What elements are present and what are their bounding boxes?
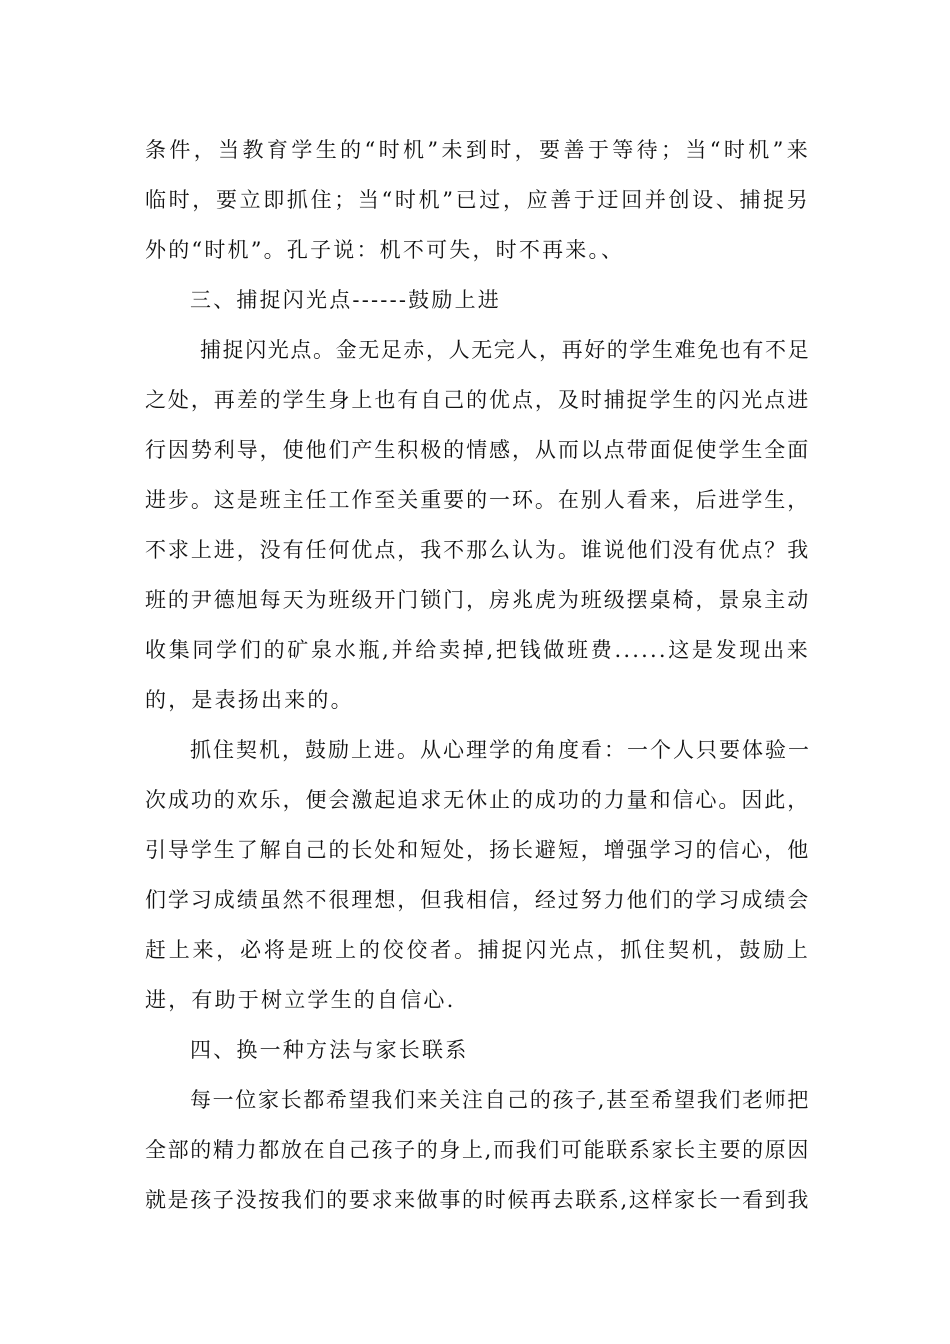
text-line: 行因势利导，使他们产生积极的情感，从而以点带面促使学生全面 — [145, 438, 810, 462]
text-line: 们学习成绩虽然不很理想，但我相信，经过努力他们的学习成绩会 — [145, 888, 810, 912]
text-line: 就是孩子没按我们的要求来做事的时候再去联系,这样家长一看到我 — [145, 1188, 810, 1212]
text-line: 收集同学们的矿泉水瓶,并给卖掉,把钱做班费......这是发现出来 — [145, 638, 810, 662]
text-line: 外的“时机”。孔子说：机不可失，时不再来。、 — [145, 238, 625, 262]
text-line: 进步。这是班主任工作至关重要的一环。在别人看来，后进学生， — [145, 488, 810, 512]
section-heading: 三、捕捉闪光点------鼓励上进 — [190, 288, 501, 312]
text-line: 条件，当教育学生的“时机”未到时，要善于等待；当“时机”来 — [145, 138, 810, 162]
text-line: 引导学生了解自己的长处和短处，扬长避短，增强学习的信心，他 — [145, 838, 810, 862]
text-line: 抓住契机，鼓励上进。从心理学的角度看：一个人只要体验一 — [190, 738, 811, 762]
text-line: 赶上来，必将是班上的佼佼者。捕捉闪光点，抓住契机，鼓励上 — [145, 938, 810, 962]
text-line: 每一位家长都希望我们来关注自己的孩子,甚至希望我们老师把 — [190, 1088, 810, 1112]
text-line: 之处，再差的学生身上也有自己的优点，及时捕捉学生的闪光点进 — [145, 388, 810, 412]
text-line: 捕捉闪光点。金无足赤，人无完人，再好的学生难免也有不足 — [200, 338, 811, 362]
text-line: 进，有助于树立学生的自信心. — [145, 988, 456, 1012]
section-heading: 四、换一种方法与家长联系 — [190, 1038, 469, 1062]
text-line: 不求上进，没有任何优点，我不那么认为。谁说他们没有优点？我 — [145, 538, 810, 562]
text-line: 次成功的欢乐，便会激起追求无休止的成功的力量和信心。因此， — [145, 788, 810, 812]
text-line: 班的尹德旭每天为班级开门锁门，房兆虎为班级摆桌椅，景泉主动 — [145, 588, 810, 612]
text-line: 的，是表扬出来的。 — [145, 688, 354, 712]
text-line: 临时，要立即抓住；当“时机”已过，应善于迂回并创设、捕捉另 — [145, 188, 810, 212]
text-line: 全部的精力都放在自己孩子的身上,而我们可能联系家长主要的原因 — [145, 1138, 810, 1162]
